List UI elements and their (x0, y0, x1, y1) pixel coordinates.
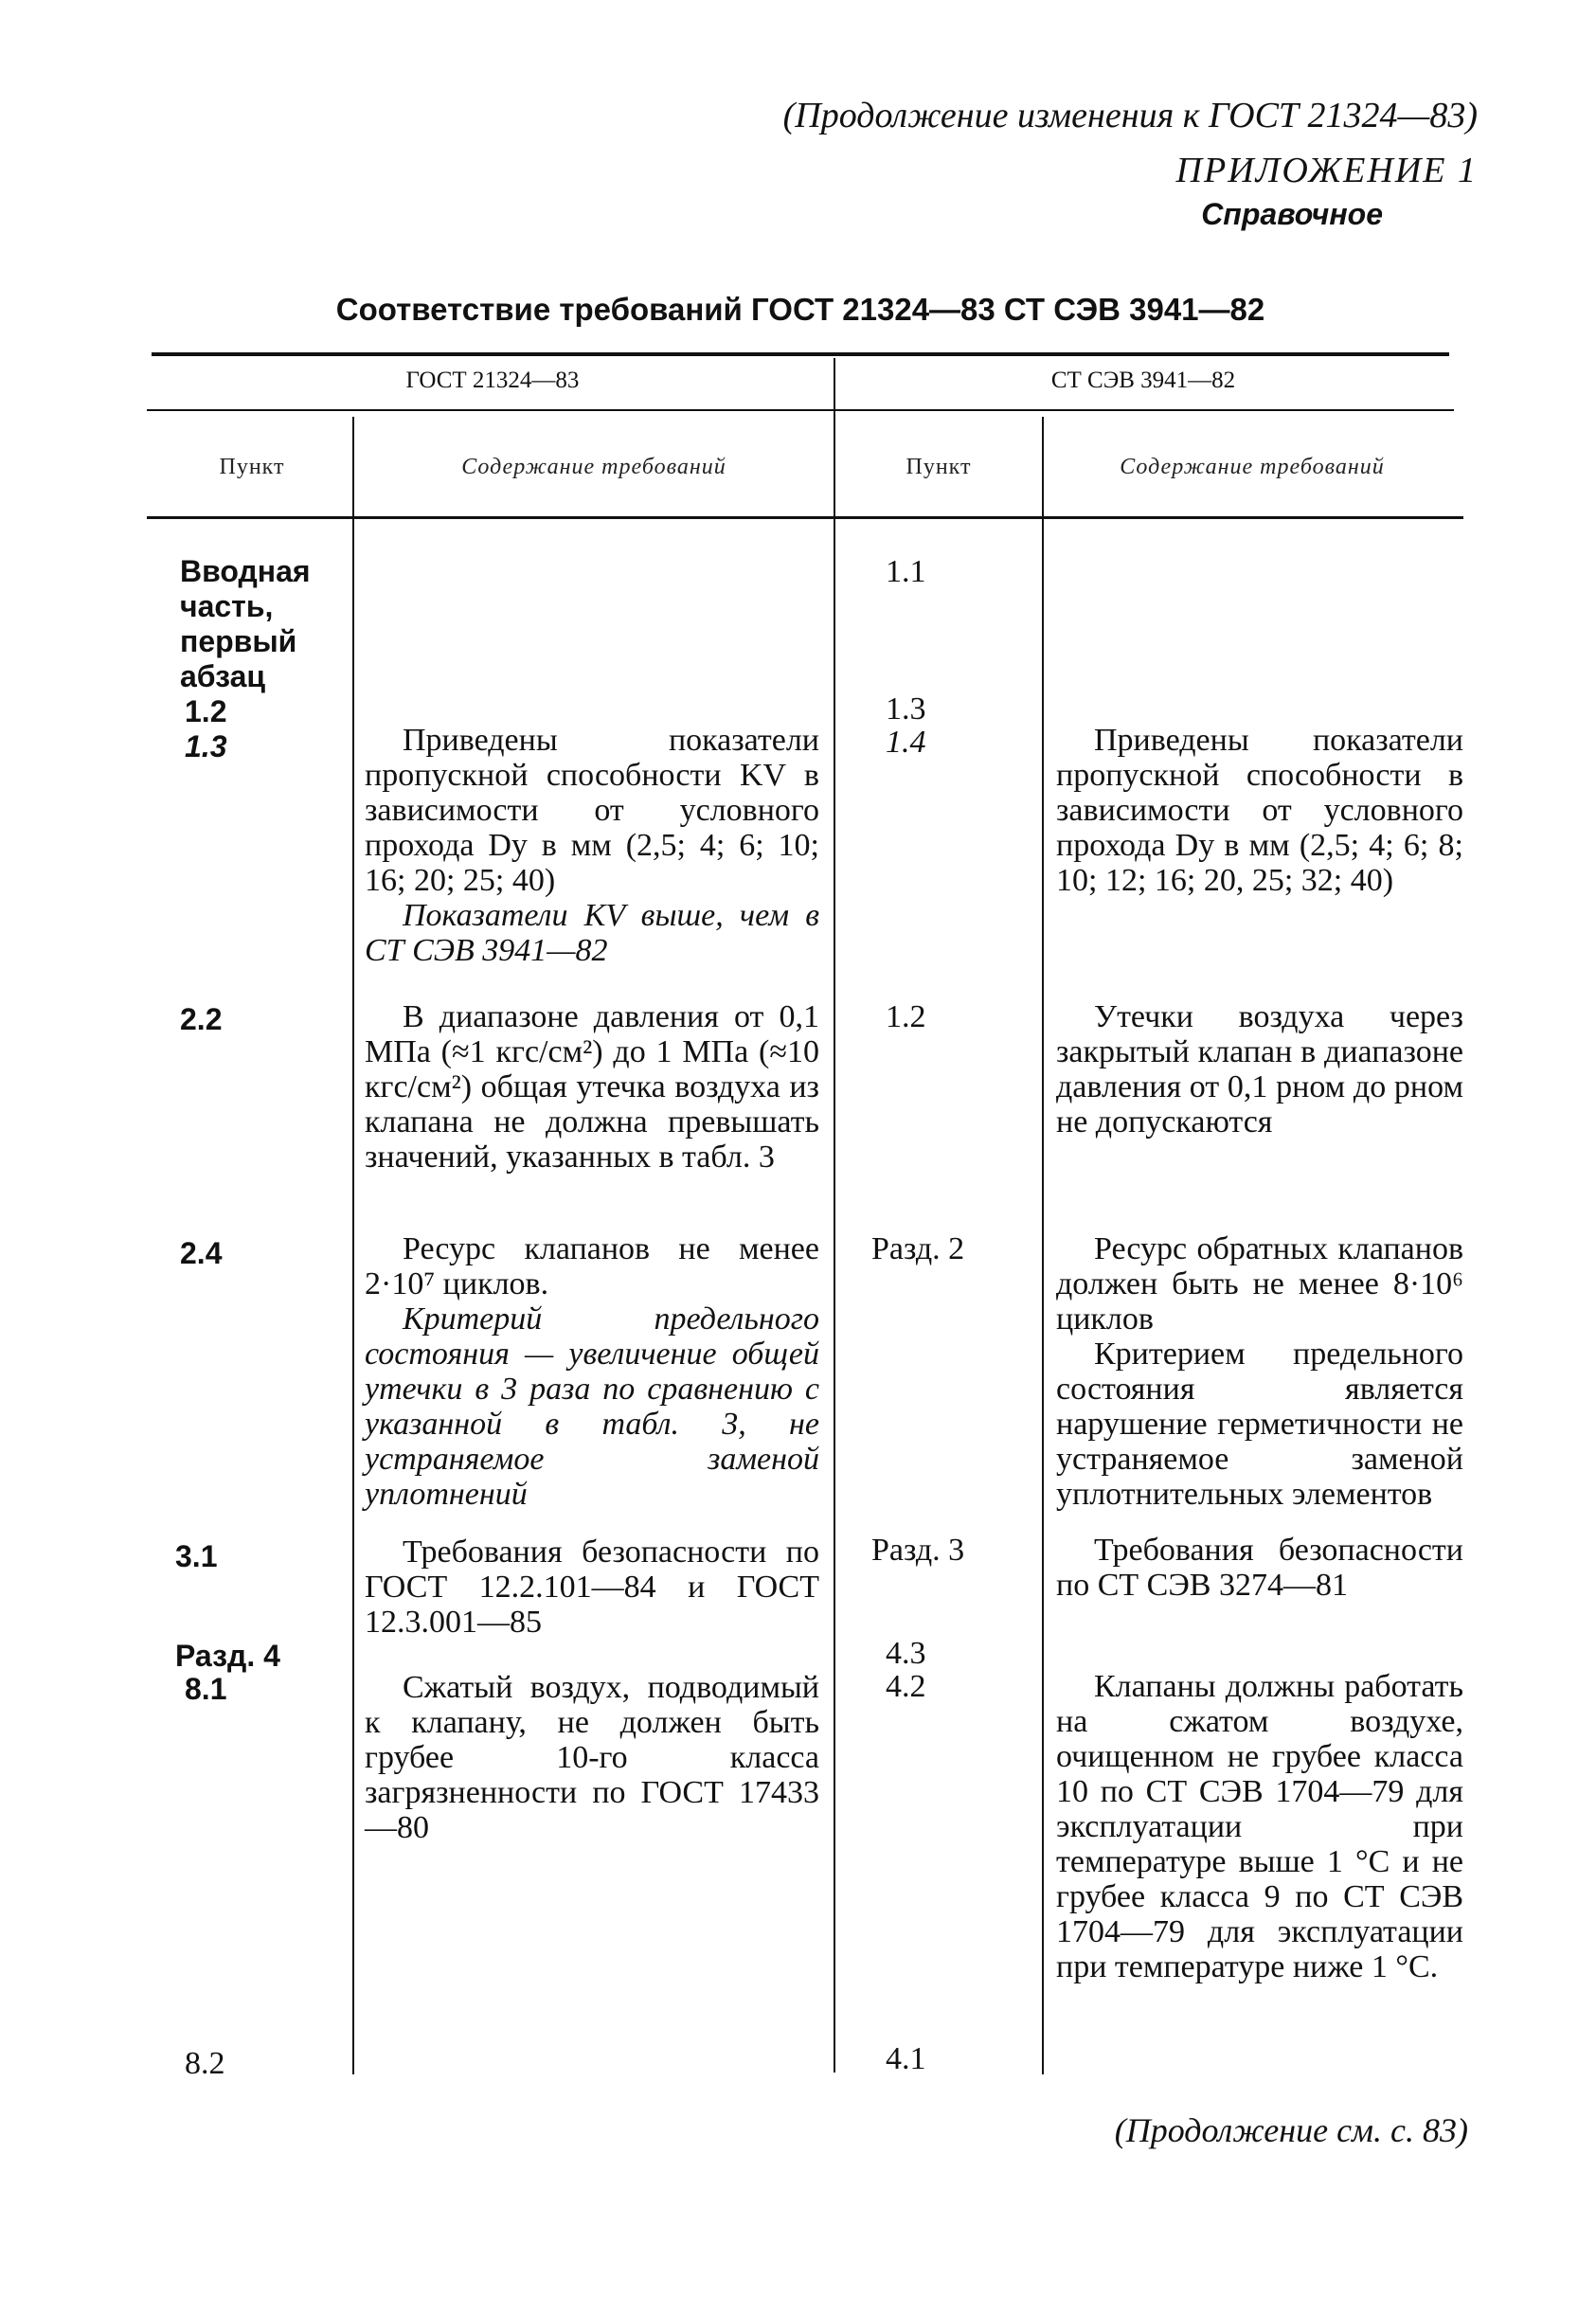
table-top-rule (152, 352, 1449, 356)
gost-text-para: Приведены показатели пропускной способности KV в зависимости от условного прохода Dy в мм (2,5; 4; 6; 10; 16; 20; 25; 40) (365, 723, 819, 898)
sev-point: 1.3 (886, 691, 926, 727)
gost-text (365, 999, 819, 1175)
gost-text (365, 1534, 819, 1640)
left-inner-divider (352, 417, 354, 2074)
sev-point: Разд. 2 (871, 1231, 965, 1266)
gost-text-para: Сжатый воздух, подводимый к клапану, не должен быть грубее 10-го класса загрязненности по ГОСТ 17433—80 (365, 1670, 819, 1845)
gost-point-intro: Вводная часть, первый абзац (180, 554, 311, 693)
gost-point: 2.2 (180, 1002, 223, 1036)
col-header-sev-point: Пункт (906, 455, 972, 479)
header-group-rule (147, 409, 1454, 411)
sev-text-para: Приведены показатели пропускной способности в зависимости от условного прохода Dy в мм (2,5; 4; 6; 8; 10; 12; 16; 20, 25; 32; 40) (1056, 723, 1463, 898)
sev-point: 1.4 (886, 725, 926, 760)
gost-point: 8.1 (185, 1672, 227, 1706)
sev-text (1056, 999, 1463, 1140)
table-center-divider (834, 358, 835, 2073)
sev-text-para: Утечки воздуха через закрытый клапан в диапазоне давления от 0,1 pном до pном не допускаются (1056, 999, 1463, 1140)
sev-text (1056, 1669, 1463, 1984)
gost-text-para: В диапазоне давления от 0,1 МПа (≈1 кгс/см²) до 1 МПа (≈10 кгс/см²) общая утечка воздуха из клапана не должна превышать значений, указанных в табл. 3 (365, 999, 819, 1175)
sev-point: 4.1 (886, 2041, 926, 2076)
sev-text (1056, 723, 1463, 898)
sev-point: 4.2 (886, 1669, 926, 1704)
sev-text-para: Ресурс обратных клапанов должен быть не менее 8·10⁶ циклов (1056, 1231, 1463, 1337)
gost-text (365, 723, 819, 968)
gost-point: 2.4 (180, 1236, 223, 1270)
gost-text-para: Критерий предельного состояния — увеличение общей утечки в 3 раза по сравнению с указанной в табл. 3, не устраняемое заменой уплотнений (365, 1301, 819, 1512)
sev-text (1056, 1231, 1463, 1512)
gost-point: 8.2 (185, 2046, 225, 2081)
sev-point: 4.3 (886, 1636, 926, 1671)
sev-text (1056, 1533, 1463, 1603)
col-header-sev-content: Содержание требований (1120, 455, 1385, 479)
appendix-label: ПРИЛОЖЕНИЕ 1 (1175, 151, 1478, 190)
header-bottom-rule (147, 516, 1463, 519)
gost-point: Разд. 4 (175, 1639, 280, 1673)
sev-text-para: Клапаны должны работать на сжатом воздухе, очищенном не грубее класса 10 по СТ СЭВ 1704—79 для эксплуатации при температуре выше 1 °С и не грубее класса 9 по СТ СЭВ 1704—79 для эксплуатации при температуре ниже 1 °С. (1056, 1669, 1463, 1984)
sev-text-para: Требования безопасности по СТ СЭВ 3274—81 (1056, 1533, 1463, 1603)
gost-text-para: Ресурс клапанов не менее 2·10⁷ циклов. (365, 1231, 819, 1301)
gost-text (365, 1670, 819, 1845)
right-inner-divider (1042, 417, 1044, 2074)
col-header-gost-point: Пункт (219, 455, 285, 479)
sev-point: 1.2 (886, 999, 926, 1034)
sev-point: 1.1 (886, 554, 926, 589)
appendix-type: Справочное (1201, 197, 1383, 231)
gost-text-para: Требования безопасности по ГОСТ 12.2.101—84 и ГОСТ 12.3.001—85 (365, 1534, 819, 1640)
group-header-sev: СТ СЭВ 3941—82 (1050, 368, 1236, 393)
gost-point: 3.1 (175, 1539, 218, 1573)
gost-point: 1.2 (185, 694, 227, 728)
continuation-footer: (Продолжение см. с. 83) (1114, 2111, 1468, 2149)
col-header-gost-content: Содержание требований (461, 455, 726, 479)
sev-text-para: Критерием предельного состояния является нарушение герметичности не устраняемое заменой уплотнительных элементов (1056, 1337, 1463, 1512)
continuation-note: (Продолжение изменения к ГОСТ 21324—83) (782, 96, 1478, 135)
gost-point: 1.3 (185, 729, 227, 763)
group-header-gost: ГОСТ 21324—83 (405, 368, 580, 393)
gost-text (365, 1231, 819, 1512)
sev-point: Разд. 3 (871, 1533, 965, 1568)
table-title: Соответствие требований ГОСТ 21324—83 СТ СЭВ 3941—82 (335, 292, 1265, 327)
gost-text-para: Показатели KV выше, чем в СТ СЭВ 3941—82 (365, 898, 819, 968)
